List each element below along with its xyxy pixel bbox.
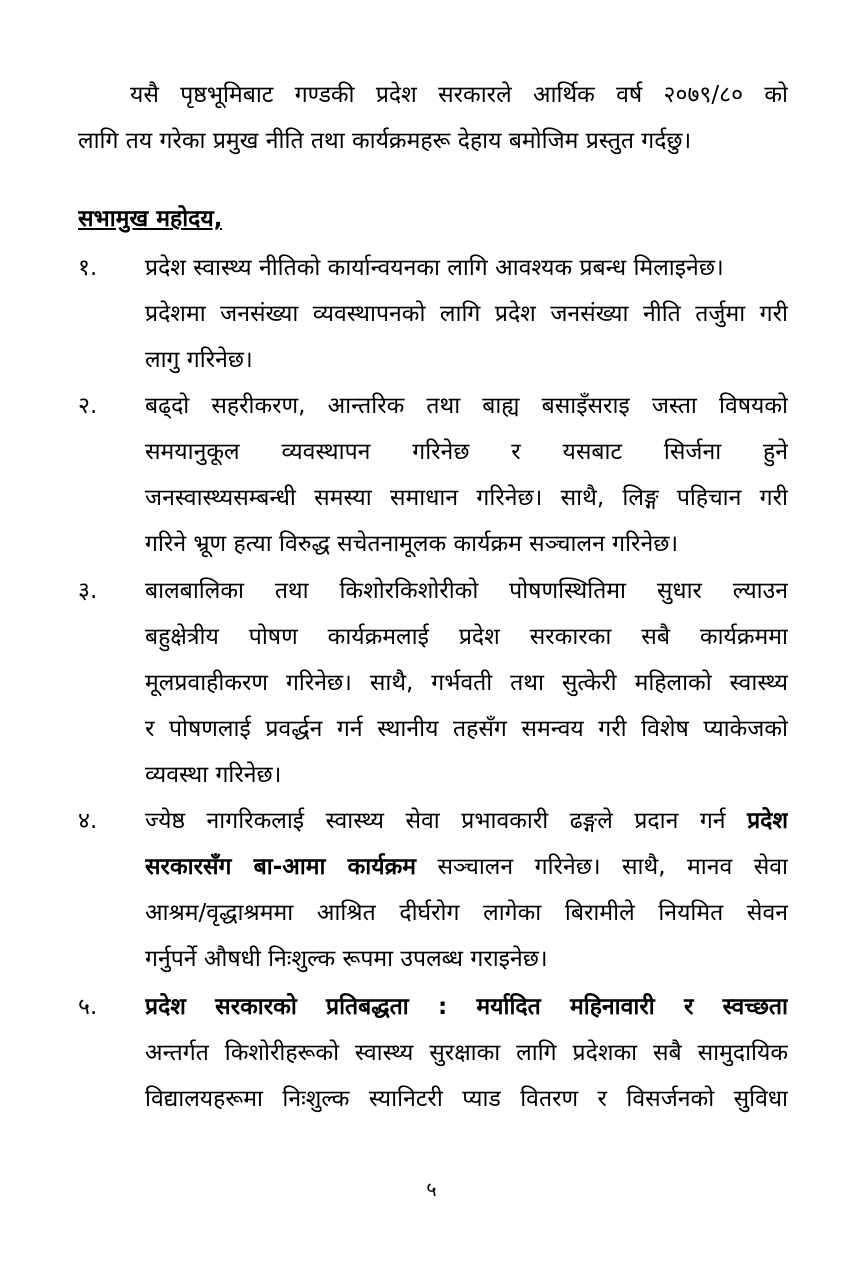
item-4-line-1-bold: प्रदेश xyxy=(747,808,788,834)
item-4-number: ४. xyxy=(78,808,98,834)
item-2-line-1: बढ्दो सहरीकरण, आन्तरिक तथा बाह्य बसाइँसराइ जस्ता विषयको xyxy=(145,393,788,419)
section-heading: सभामुख महोदय, xyxy=(78,206,223,232)
item-2-line-3: जनस्वास्थ्यसम्बन्धी समस्या समाधान गरिनेछ। साथै, लिङ्ग पहिचान गरी xyxy=(145,485,788,511)
item-3-line-5: व्यवस्था गरिनेछ। xyxy=(145,762,282,788)
item-1-line-2: प्रदेशमा जनसंख्या व्यवस्थापनको लागि प्रदेश जनसंख्या नीति तर्जुमा गरी xyxy=(145,301,788,327)
item-4-line-1 xyxy=(145,798,788,844)
item-2-line-2: समयानुकूल व्यवस्थापन गरिनेछ र यसबाट सिर्जना हुने xyxy=(145,439,788,465)
intro-line-1: यसै पृष्ठभूमिबाट गण्डकी प्रदेश सरकारले आर्थिक वर्ष २०७९/८० को xyxy=(130,82,788,108)
page-number: ५ xyxy=(426,1177,437,1201)
item-4-line-2 xyxy=(145,844,788,890)
item-5-line-1 xyxy=(145,984,788,1030)
item-2-number: २. xyxy=(78,393,98,419)
item-3-line-2: बहुक्षेत्रीय पोषण कार्यक्रमलाई प्रदेश सरकारका सबै कार्यक्रममा xyxy=(145,624,788,650)
item-4-line-1-text: ज्येष्ठ नागरिकलाई स्वास्थ्य सेवा प्रभावकारी ढङ्गले प्रदान गर्न xyxy=(145,808,726,834)
item-5-line-3: विद्यालयहरूमा निःशुल्क स्यानिटरी प्याड वितरण र विसर्जनको सुविधा xyxy=(145,1086,788,1112)
item-5-number: ५. xyxy=(78,994,98,1020)
item-3-number: ३. xyxy=(78,578,98,604)
item-5-line-2: अन्तर्गत किशोरीहरूको स्वास्थ्य सुरक्षाका लागि प्रदेशका सबै सामुदायिक xyxy=(145,1040,788,1066)
item-4-line-3: आश्रम/वृद्धाश्रममा आश्रित दीर्घरोग लागेका बिरामीले नियमित सेवन xyxy=(145,900,788,926)
item-3-line-1: बालबालिका तथा किशोरकिशोरीको पोषणस्थितिमा सुधार ल्याउन xyxy=(145,578,788,604)
item-4-line-4: गर्नुपर्ने औषधी निःशुल्क रूपमा उपलब्ध गराइनेछ। xyxy=(145,946,548,972)
item-3-line-3: मूलप्रवाहीकरण गरिनेछ। साथै, गर्भवती तथा सुत्केरी महिलाको स्वास्थ्य xyxy=(145,670,788,696)
item-3-line-4: र पोषणलाई प्रवर्द्धन गर्न स्थानीय तहसँग समन्वय गरी विशेष प्याकेजको xyxy=(145,716,788,742)
item-1-line-1: प्रदेश स्वास्थ्य नीतिको कार्यान्वयनका लागि आवश्यक प्रबन्ध मिलाइनेछ। xyxy=(145,255,724,281)
item-2-line-4: गरिने भ्रूण हत्या विरुद्ध सचेतनामूलक कार्यक्रम सञ्चालन गरिनेछ। xyxy=(145,531,679,557)
item-5-commitment-title: प्रदेश सरकारको प्रतिबद्धता : मर्यादित महिनावारी र स्वच्छता xyxy=(145,994,788,1020)
intro-line-2: लागि तय गरेका प्रमुख नीति तथा कार्यक्रमहरू देहाय बमोजिम प्रस्तुत गर्दछु। xyxy=(78,128,692,154)
item-4-line-2-text: सञ्चालन गरिनेछ। साथै, मानव सेवा xyxy=(437,854,788,880)
item-1-number: १. xyxy=(78,255,98,281)
item-4-program-name: सरकारसँग बा-आमा कार्यक्रम xyxy=(145,854,417,880)
item-1-line-3: लागु गरिनेछ। xyxy=(145,347,253,373)
